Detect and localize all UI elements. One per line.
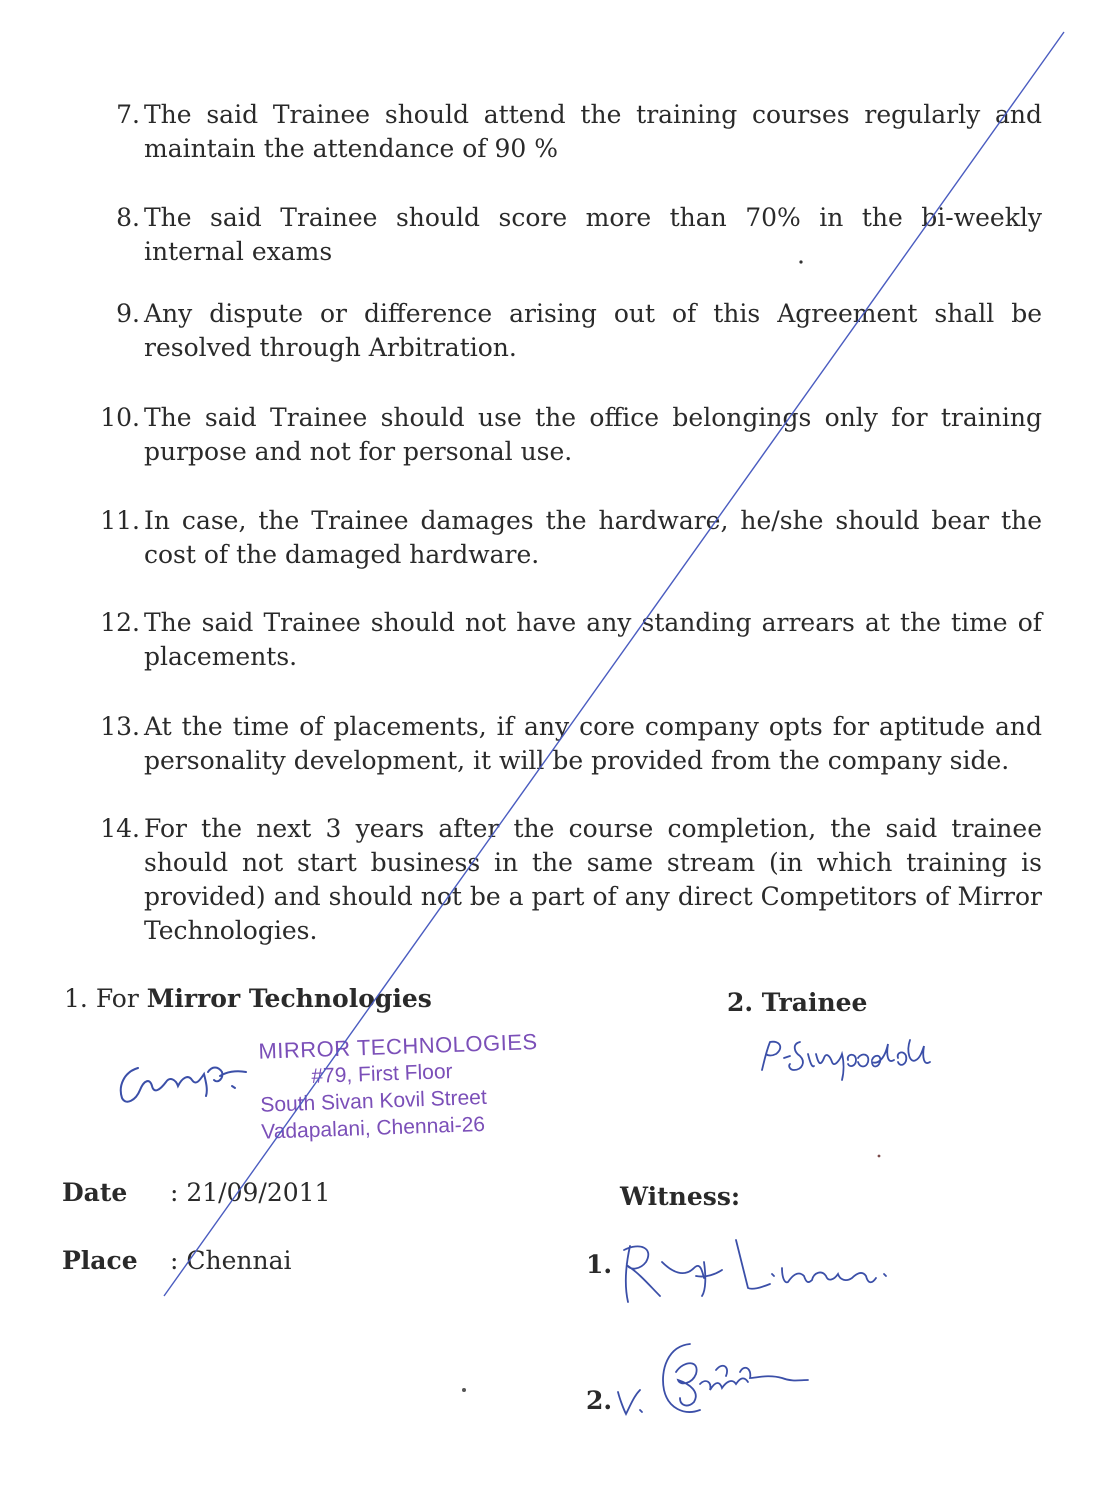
clause-text: The said Trainee should score more than 70% in the bi-weekly internal exams — [144, 203, 1042, 266]
trainee-signature — [762, 1040, 930, 1080]
diagonal-cross-line — [164, 32, 1064, 1296]
clause-number: 9. — [116, 299, 140, 328]
ink-speck — [878, 1155, 881, 1158]
stamp-address-line: #79, First Floor — [310, 1060, 453, 1088]
company-signature — [121, 1068, 246, 1102]
clause-number: 8. — [116, 203, 140, 232]
witness-number: 1. — [586, 1250, 613, 1279]
stamp-address-line: Vadapalani, Chennai-26 — [260, 1112, 486, 1144]
company-signatory-prefix: For — [95, 984, 139, 1013]
stamp-address-line: South Sivan Kovil Street — [259, 1085, 488, 1117]
clause-number: 13. — [100, 712, 140, 741]
clause-text: The said Trainee should not have any standing arrears at the time of placements. — [144, 608, 1042, 671]
clause-text: In case, the Trainee damages the hardware, he/she should bear the cost of the damaged hardware. — [144, 506, 1042, 569]
company-signatory-number: 1. — [64, 984, 88, 1013]
clause-number: 11. — [100, 506, 140, 535]
clause-text: At the time of placements, if any core company opts for aptitude and personality development, it will be provided from the company side. — [144, 712, 1042, 775]
stamp-company-name: MIRROR TECHNOLOGIES — [258, 1029, 538, 1064]
clause-number: 10. — [100, 403, 140, 432]
clause-text: Any dispute or difference arising out of this Agreement shall be resolved through Arbitration. — [144, 299, 1042, 362]
company-name: Mirror Technologies — [146, 984, 432, 1013]
witness-number: 2. — [586, 1386, 613, 1415]
place-label: Place — [62, 1246, 138, 1275]
date-label: Date — [62, 1178, 128, 1207]
witness-label: Witness: — [620, 1182, 741, 1211]
date-value: : 21/09/2011 — [170, 1178, 331, 1207]
clause-text: The said Trainee should attend the training courses regularly and maintain the attendance of 90 % — [144, 100, 1042, 163]
clause-number: 12. — [100, 608, 140, 637]
witness-2-signature — [618, 1344, 808, 1414]
clause-text: For the next 3 years after the course completion, the said trainee should not start business in the same stream (in which training is provided) and should not be a part of any direct Competitors of Mirror Technologies. — [144, 814, 1042, 945]
ink-speck — [462, 1388, 466, 1392]
ink-speck — [799, 260, 802, 263]
clause-number: 7. — [116, 100, 140, 129]
trainee-signatory-label: 2. Trainee — [727, 988, 868, 1017]
place-value: : Chennai — [170, 1246, 292, 1275]
clause-number: 14. — [100, 814, 140, 843]
witness-1-signature — [624, 1240, 886, 1302]
clause-text: The said Trainee should use the office belongings only for training purpose and not for personal use. — [144, 403, 1042, 466]
